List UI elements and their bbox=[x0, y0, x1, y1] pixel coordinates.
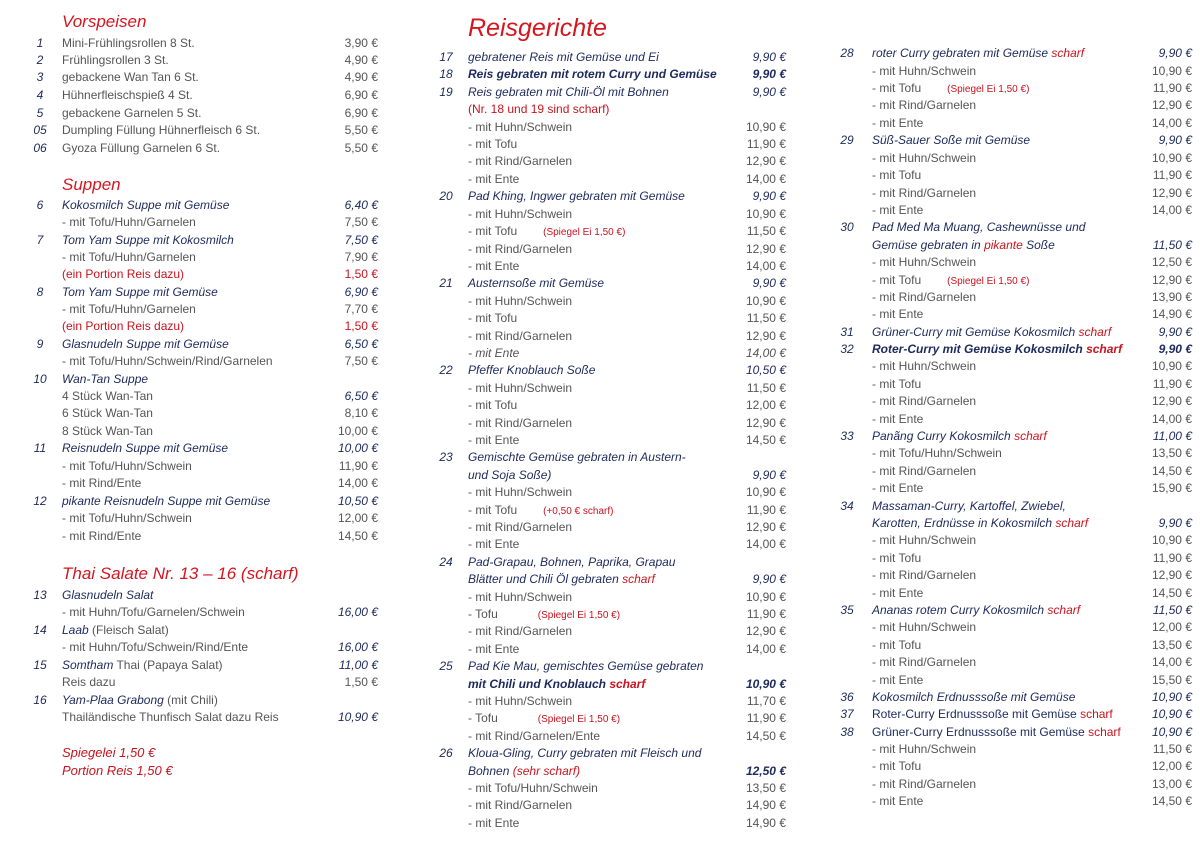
menu-item: 5 gebackene Garnelen 5 St. 6,90 € bbox=[36, 106, 378, 120]
menu-subitem: - mit Rind/Garnelen 13,00 € bbox=[872, 777, 1192, 791]
menu-item: 14 Laab (Fleisch Salat) bbox=[33, 623, 169, 637]
menu-item: 05 Dumpling Füllung Hühnerfleisch 6 St. 5,50 € bbox=[33, 123, 378, 137]
menu-item: 26 Kloua-Gling, Curry gebraten mit Fleisch und bbox=[439, 746, 702, 760]
menu-item: 1 Mini-Frühlingsrollen 8 St. 3,90 € bbox=[36, 36, 378, 50]
menu-item: 22 Pfeffer Knoblauch Soße 10,50 € bbox=[439, 363, 786, 377]
menu-subitem: - mit Tofu 11,90 € bbox=[872, 551, 1192, 565]
extra-portion-reis: Portion Reis 1,50 € bbox=[62, 763, 173, 778]
menu-subitem: - mit Huhn/Schwein 10,90 € bbox=[872, 151, 1192, 165]
menu-subitem: - mit Tofu (Spiegel Ei 1,50 €) 11,90 € bbox=[872, 81, 1192, 95]
menu-subitem: Thailändische Thunfisch Salat dazu Reis 10,90 € bbox=[62, 710, 378, 724]
menu-item-cont: Bohnen (sehr scharf) 12,50 € bbox=[468, 764, 786, 778]
menu-subitem: - mit Ente 15,50 € bbox=[872, 673, 1192, 687]
menu-item: 8 Tom Yam Suppe mit Gemüse 6,90 € bbox=[36, 285, 378, 299]
menu-item: 36 Kokosmilch Erdnusssoße mit Gemüse 10,90 € bbox=[840, 690, 1192, 704]
menu-item: 32 Roter-Curry mit Gemüse Kokosmilch scharf 9,90 € bbox=[840, 342, 1192, 356]
menu-subitem: - mit Huhn/Schwein 10,90 € bbox=[468, 207, 786, 221]
menu-subitem: - mit Ente 14,00 € bbox=[468, 259, 786, 273]
menu-subitem: - mit Huhn/Schwein 10,90 € bbox=[468, 294, 786, 308]
menu-subitem: - mit Rind/Garnelen 12,90 € bbox=[872, 568, 1192, 582]
menu-subitem: - mit Tofu 12,00 € bbox=[468, 398, 786, 412]
menu-item: 37 Roter-Curry Erdnusssoße mit Gemüse scharf 10,90 € bbox=[840, 707, 1192, 721]
menu-item: 17 gebratener Reis mit Gemüse und Ei 9,90 € bbox=[439, 50, 786, 64]
menu-item: 21 Austernsoße mit Gemüse 9,90 € bbox=[439, 276, 786, 290]
menu-item: 38 Grüner-Curry Erdnusssoße mit Gemüse scharf 10,90 € bbox=[840, 725, 1192, 739]
menu-subitem: - mit Ente 14,00 € bbox=[468, 537, 786, 551]
menu-subitem: - mit Huhn/Schwein 11,50 € bbox=[872, 742, 1192, 756]
menu-subitem: - mit Tofu 11,90 € bbox=[872, 377, 1192, 391]
menu-subitem: - mit Ente 14,00 € bbox=[872, 412, 1192, 426]
menu-item: 29 Süß-Sauer Soße mit Gemüse 9,90 € bbox=[840, 133, 1192, 147]
menu-item: 16 Yam-Plaa Grabong (mit Chili) bbox=[33, 693, 218, 707]
menu-subitem: - mit Rind/Garnelen 12,90 € bbox=[468, 154, 786, 168]
menu-subitem: - mit Huhn/Schwein 12,50 € bbox=[872, 255, 1192, 269]
menu-subitem: - mit Tofu (Spiegel Ei 1,50 €) 12,90 € bbox=[872, 273, 1192, 287]
menu-subitem: - mit Tofu/Huhn/Garnelen 7,90 € bbox=[62, 250, 378, 264]
section-heading-suppen: Suppen bbox=[62, 175, 121, 194]
menu-subitem: - mit Tofu (+0,50 € scharf) 11,90 € bbox=[468, 503, 786, 517]
menu-item: 06 Gyoza Füllung Garnelen 6 St. 5,50 € bbox=[33, 141, 378, 155]
menu-subitem: - mit Rind/Garnelen 12,90 € bbox=[872, 186, 1192, 200]
menu-item: 13 Glasnudeln Salat bbox=[33, 588, 154, 602]
menu-subitem: - mit Tofu 13,50 € bbox=[872, 638, 1192, 652]
menu-subitem: - mit Rind/Garnelen 12,90 € bbox=[872, 98, 1192, 112]
section-heading-reisgerichte: Reisgerichte bbox=[468, 14, 607, 42]
menu-item-cont: Gemüse gebraten in pikante Soße 11,50 € bbox=[872, 238, 1192, 252]
menu-note: (ein Portion Reis dazu) 1,50 € bbox=[62, 267, 378, 281]
menu-subitem: - mit Huhn/Schwein 12,00 € bbox=[872, 620, 1192, 634]
extra-spiegelei: Spiegelei 1,50 € bbox=[62, 745, 156, 760]
menu-item-cont: Karotten, Erdnüsse in Kokosmilch scharf 9,90 € bbox=[872, 516, 1192, 530]
menu-subitem: - mit Ente 15,90 € bbox=[872, 481, 1192, 495]
menu-item: 11 Reisnudeln Suppe mit Gemüse 10,00 € bbox=[33, 441, 378, 455]
menu-item: 28 roter Curry gebraten mit Gemüse scharf 9,90 € bbox=[840, 46, 1192, 60]
menu-subitem: - mit Ente 14,00 € bbox=[468, 346, 786, 360]
menu-item: 34 Massaman-Curry, Kartoffel, Zwiebel, bbox=[840, 499, 1066, 513]
menu-subitem: 6 Stück Wan-Tan 8,10 € bbox=[62, 406, 378, 420]
section-heading-thai-salate: Thai Salate Nr. 13 – 16 (scharf) bbox=[62, 564, 299, 583]
menu-item: 35 Ananas rotem Curry Kokosmilch scharf 11,50 € bbox=[840, 603, 1192, 617]
menu-subitem: - mit Ente 14,00 € bbox=[872, 116, 1192, 130]
menu-subitem: - mit Tofu/Huhn/Garnelen 7,70 € bbox=[62, 302, 378, 316]
menu-subitem: - mit Huhn/Tofu/Schwein/Rind/Ente 16,00 € bbox=[62, 640, 378, 654]
menu-subitem: - mit Huhn/Schwein 11,70 € bbox=[468, 694, 786, 708]
menu-note: (Nr. 18 und 19 sind scharf) bbox=[468, 102, 610, 116]
menu-subitem: - mit Ente 14,50 € bbox=[468, 433, 786, 447]
menu-subitem: - Tofu (Spiegel Ei 1,50 €) 11,90 € bbox=[468, 711, 786, 725]
menu-subitem: - mit Tofu (Spiegel Ei 1,50 €) 11,50 € bbox=[468, 224, 786, 238]
menu-subitem: - mit Huhn/Schwein 11,50 € bbox=[468, 381, 786, 395]
menu-item-cont: und Soja Soße) 9,90 € bbox=[468, 468, 786, 482]
menu-item: 30 Pad Med Ma Muang, Cashewnüsse und bbox=[840, 220, 1086, 234]
menu-item: 12 pikante Reisnudeln Suppe mit Gemüse 10,50 € bbox=[33, 494, 378, 508]
menu-subitem: - mit Rind/Garnelen 12,90 € bbox=[468, 329, 786, 343]
menu-subitem: - mit Rind/Ente 14,00 € bbox=[62, 476, 378, 490]
menu-subitem: - mit Rind/Garnelen/Ente 14,50 € bbox=[468, 729, 786, 743]
menu-subitem: - mit Huhn/Schwein 10,90 € bbox=[468, 120, 786, 134]
menu-item: 23 Gemischte Gemüse gebraten in Austern- bbox=[439, 450, 686, 464]
menu-subitem: - mit Rind/Garnelen 13,90 € bbox=[872, 290, 1192, 304]
menu-subitem: Reis dazu 1,50 € bbox=[62, 675, 378, 689]
menu-subitem: 4 Stück Wan-Tan 6,50 € bbox=[62, 389, 378, 403]
menu-item: 18 Reis gebraten mit rotem Curry und Gemüse 9,90 € bbox=[439, 67, 786, 81]
menu-item: 24 Pad-Grapau, Bohnen, Paprika, Grapau bbox=[439, 555, 676, 569]
menu-subitem: - mit Huhn/Schwein 10,90 € bbox=[468, 590, 786, 604]
menu-item: 31 Grüner-Curry mit Gemüse Kokosmilch scharf 9,90 € bbox=[840, 325, 1192, 339]
menu-subitem: - mit Rind/Garnelen 14,90 € bbox=[468, 798, 786, 812]
menu-subitem: - mit Ente 14,00 € bbox=[468, 642, 786, 656]
menu-item: 2 Frühlingsrollen 3 St. 4,90 € bbox=[36, 53, 378, 67]
menu-subitem: - mit Ente 14,90 € bbox=[468, 816, 786, 830]
menu-subitem: - mit Huhn/Schwein 10,90 € bbox=[468, 485, 786, 499]
menu-subitem: - mit Tofu/Huhn/Schwein 12,00 € bbox=[62, 511, 378, 525]
menu-item: 9 Glasnudeln Suppe mit Gemüse 6,50 € bbox=[36, 337, 378, 351]
menu-subitem: - mit Huhn/Schwein 10,90 € bbox=[872, 533, 1192, 547]
menu-subitem: - mit Tofu 12,00 € bbox=[872, 759, 1192, 773]
menu-item: 7 Tom Yam Suppe mit Kokosmilch 7,50 € bbox=[36, 233, 378, 247]
menu-item-cont: Blätter und Chili Öl gebraten scharf 9,90 € bbox=[468, 572, 786, 586]
menu-subitem: - mit Rind/Ente 14,50 € bbox=[62, 529, 378, 543]
menu-subitem: - mit Tofu/Huhn/Schwein 11,90 € bbox=[62, 459, 378, 473]
menu-subitem: - mit Ente 14,50 € bbox=[872, 794, 1192, 808]
menu-item: 4 Hühnerfleischspieß 4 St. 6,90 € bbox=[36, 88, 378, 102]
menu-subitem: - mit Huhn/Schwein 10,90 € bbox=[872, 64, 1192, 78]
menu-subitem: - mit Huhn/Schwein 10,90 € bbox=[872, 359, 1192, 373]
menu-subitem: - mit Tofu 11,90 € bbox=[468, 137, 786, 151]
menu-subitem: - mit Rind/Garnelen 12,90 € bbox=[872, 394, 1192, 408]
menu-subitem: - mit Rind/Garnelen 12,90 € bbox=[468, 520, 786, 534]
menu-subitem: - mit Huhn/Tofu/Garnelen/Schwein 16,00 € bbox=[62, 605, 378, 619]
menu-item: 15 Somtham Thai (Papaya Salat) 11,00 € bbox=[33, 658, 378, 672]
menu-item: 19 Reis gebraten mit Chili-Öl mit Bohnen 9,90 € bbox=[439, 85, 786, 99]
menu-subitem: - mit Ente 14,90 € bbox=[872, 307, 1192, 321]
menu-subitem: - mit Ente 14,00 € bbox=[468, 172, 786, 186]
menu-subitem: - mit Rind/Garnelen 14,50 € bbox=[872, 464, 1192, 478]
menu-subitem: - mit Tofu/Huhn/Garnelen 7,50 € bbox=[62, 215, 378, 229]
menu-subitem: - mit Tofu/Huhn/Schwein 13,50 € bbox=[872, 446, 1192, 460]
menu-subitem: - mit Rind/Garnelen 12,90 € bbox=[468, 416, 786, 430]
menu-note: (ein Portion Reis dazu) 1,50 € bbox=[62, 319, 378, 333]
menu-item: 10 Wan-Tan Suppe bbox=[33, 372, 149, 386]
section-heading-vorspeisen: Vorspeisen bbox=[62, 12, 147, 31]
menu-subitem: - mit Tofu 11,90 € bbox=[872, 168, 1192, 182]
menu-subitem: 8 Stück Wan-Tan 10,00 € bbox=[62, 424, 378, 438]
menu-subitem: - mit Rind/Garnelen 14,00 € bbox=[872, 655, 1192, 669]
menu-subitem: - mit Ente 14,00 € bbox=[872, 203, 1192, 217]
menu-item-cont: mit Chili und Knoblauch scharf 10,90 € bbox=[468, 677, 786, 691]
menu-item: 20 Pad Khing, Ingwer gebraten mit Gemüse 9,90 € bbox=[439, 189, 786, 203]
menu-subitem: - Tofu (Spiegel Ei 1,50 €) 11,90 € bbox=[468, 607, 786, 621]
menu-subitem: - mit Tofu 11,50 € bbox=[468, 311, 786, 325]
menu-subitem: - mit Rind/Garnelen 12,90 € bbox=[468, 624, 786, 638]
menu-item: 33 Panãng Curry Kokosmilch scharf 11,00 € bbox=[840, 429, 1192, 443]
menu-item: 25 Pad Kie Mau, gemischtes Gemüse gebraten bbox=[439, 659, 704, 673]
menu-subitem: - mit Rind/Garnelen 12,90 € bbox=[468, 242, 786, 256]
menu-subitem: - mit Tofu/Huhn/Schwein/Rind/Garnelen 7,50 € bbox=[62, 354, 378, 368]
menu-item: 6 Kokosmilch Suppe mit Gemüse 6,40 € bbox=[36, 198, 378, 212]
menu-subitem: - mit Ente 14,50 € bbox=[872, 586, 1192, 600]
menu-subitem: - mit Tofu/Huhn/Schwein 13,50 € bbox=[468, 781, 786, 795]
menu-item: 3 gebackene Wan Tan 6 St. 4,90 € bbox=[36, 70, 378, 84]
